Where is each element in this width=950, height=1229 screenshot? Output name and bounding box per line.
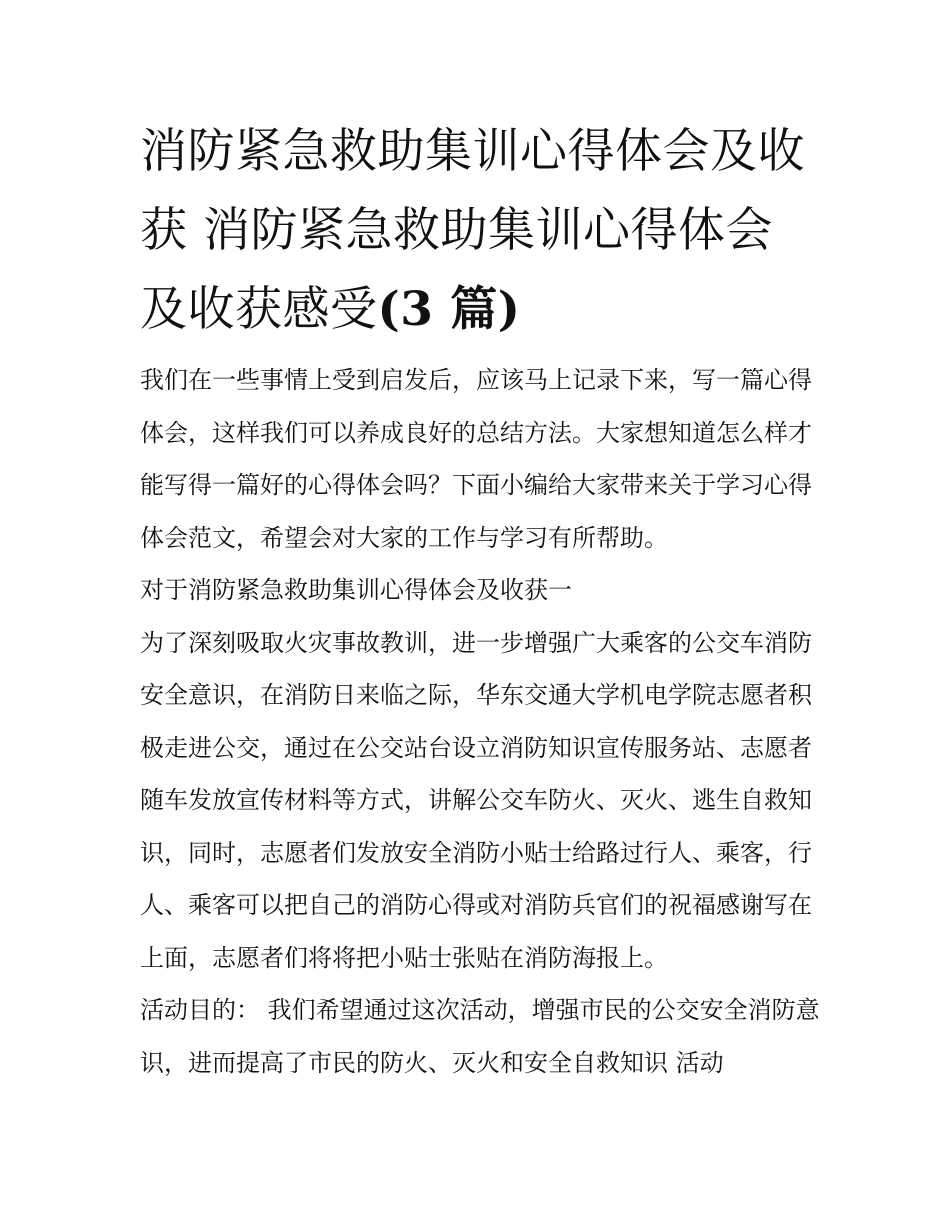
activity-purpose-paragraph: 活动目的： 我们希望通过这次活动，增强市民的公交安全消防意识，进而提高了市民的防火、灭火和安全自救知识 活动 <box>140 996 820 1077</box>
title-count: (3 篇) <box>377 282 521 337</box>
document-body <box>140 354 820 1089</box>
intro-paragraph: 我们在一些事情上受到启发后，应该马上记录下来，写一篇心得体会，这样我们可以养成良好的总结方法。大家想知道怎么样才能写得一篇好的心得体会吗？下面小编给大家带来关于学习心得体会范文，希望会对大家的工作与学习有所帮助。 <box>140 366 812 552</box>
title-text: 消防紧急救助集训心得体会及收获 消防紧急救助集训心得体会及收获感受 <box>140 124 805 337</box>
section-heading: 对于消防紧急救助集训心得体会及收获一 <box>140 576 572 604</box>
document-title <box>140 112 820 349</box>
body-paragraph: 为了深刻吸取火灾事故教训，进一步增强广大乘客的公交车消防安全意识，在消防日来临之际，华东交通大学机电学院志愿者积极走进公交，通过在公交站台设立消防知识宣传服务站、志愿者随车发放宣传材料等方式，讲解公交车防火、灭火、逃生自救知识，同时，志愿者们发放安全消防小贴士给路过行人、乘客，行人、乘客可以把自己的消防心得或对消防兵官们的祝福感谢写在上面，志愿者们将将把小贴士张贴在消防海报上。 <box>140 628 812 972</box>
